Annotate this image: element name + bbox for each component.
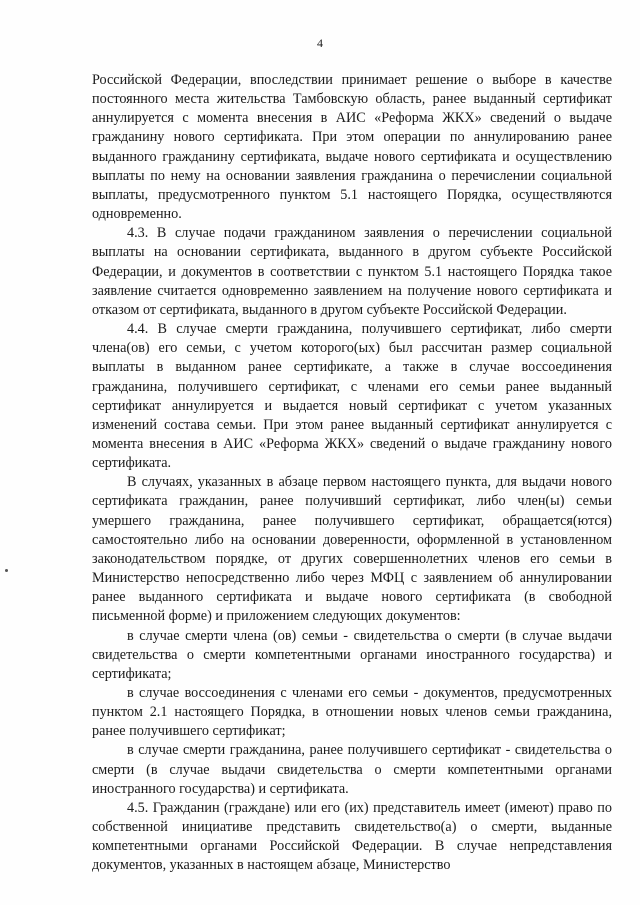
paragraph-continuation: Российской Федерации, впоследствии принимает решение о выборе в качестве постоянного места жительства Тамбовскую область, ранее выданный сертификат аннулируется с момента внесения в АИС «Реформа ЖКХ» сведений о выдаче гражданину нового сертификата. При этом операции по аннулированию ранее выданного гражданину сертификата, выдаче нового сертификата и осуществлению выплаты по нему на основании заявления гражданина о перечислении социальной выплаты, предусмотренного пунктом 5.1 настоящего Порядка, осуществляются одновременно. xyxy=(92,72,612,223)
list-item-death-of-family-member: в случае смерти члена (ов) семьи - свидетельства о смерти (в случае выдачи свидетельства о смерти компетентными органами иностранного государства) и сертификата; xyxy=(92,627,612,682)
paragraph-4-3: 4.3. В случае подачи гражданином заявления о перечислении социальной выплаты на основании сертификата, выданного в другом субъекте Российской Федерации, и документов в соответствии с пунктом 5.1 настоящего Порядка такое заявление считается одновременно заявлением на получение нового сертификата и отказом от сертификата, выданного в другом субъекте Российской Федерации. xyxy=(92,225,612,318)
paragraph-4-4-cases: В случаях, указанных в абзаце первом настоящего пункта, для выдачи нового сертификата гражданин, ранее получивший сертификат, либо член(ы) семьи умершего гражданина, ранее получившего сертификат, обращается(ются) самостоятельно либо на основании доверенности, оформленной в установленном законодательством порядке, от других совершеннолетних членов его семьи в Министерство непосредственно либо через МФЦ с заявлением об аннулировании ранее выданного сертификата и выдаче нового сертификата (в свободной письменной форме) и приложением следующих документов: xyxy=(92,474,612,625)
scan-speck xyxy=(5,569,8,572)
page-number: 4 xyxy=(317,36,323,50)
paragraph-4-5: 4.5. Гражданин (граждане) или его (их) представитель имеет (имеют) право по собственной инициативе представить свидетельство(а) о смерти, выданные компетентными органами Российской Федерации. В случае непредставления документов, указанных в настоящем абзаце, Министерство xyxy=(92,799,612,874)
list-item-family-reunion: в случае воссоединения с членами его семьи - документов, предусмотренных пунктом 2.1 настоящего Порядка, в отношении новых членов семьи гражданина, ранее получившего сертификат; xyxy=(92,685,612,740)
document-body xyxy=(92,71,612,876)
list-item-death-of-citizen: в случае смерти гражданина, ранее получившего сертификат - свидетельства о смерти (в случае выдачи свидетельства о смерти компетентными органами иностранного государства) и сертификата. xyxy=(92,742,612,797)
paragraph-4-4: 4.4. В случае смерти гражданина, получившего сертификат, либо смерти члена(ов) его семьи, с учетом которого(ых) был рассчитан размер социальной выплаты в выданном ранее сертификате, а также в случае воссоединения гражданина, получившего сертификат, с членами его семьи ранее выданный сертификат аннулируется и выдается новый сертификат с учетом указанных изменений состава семьи. При этом ранее выданный сертификат аннулируется с момента внесения в АИС «Реформа ЖКХ» сведений о выдаче гражданину нового сертификата. xyxy=(92,321,612,472)
